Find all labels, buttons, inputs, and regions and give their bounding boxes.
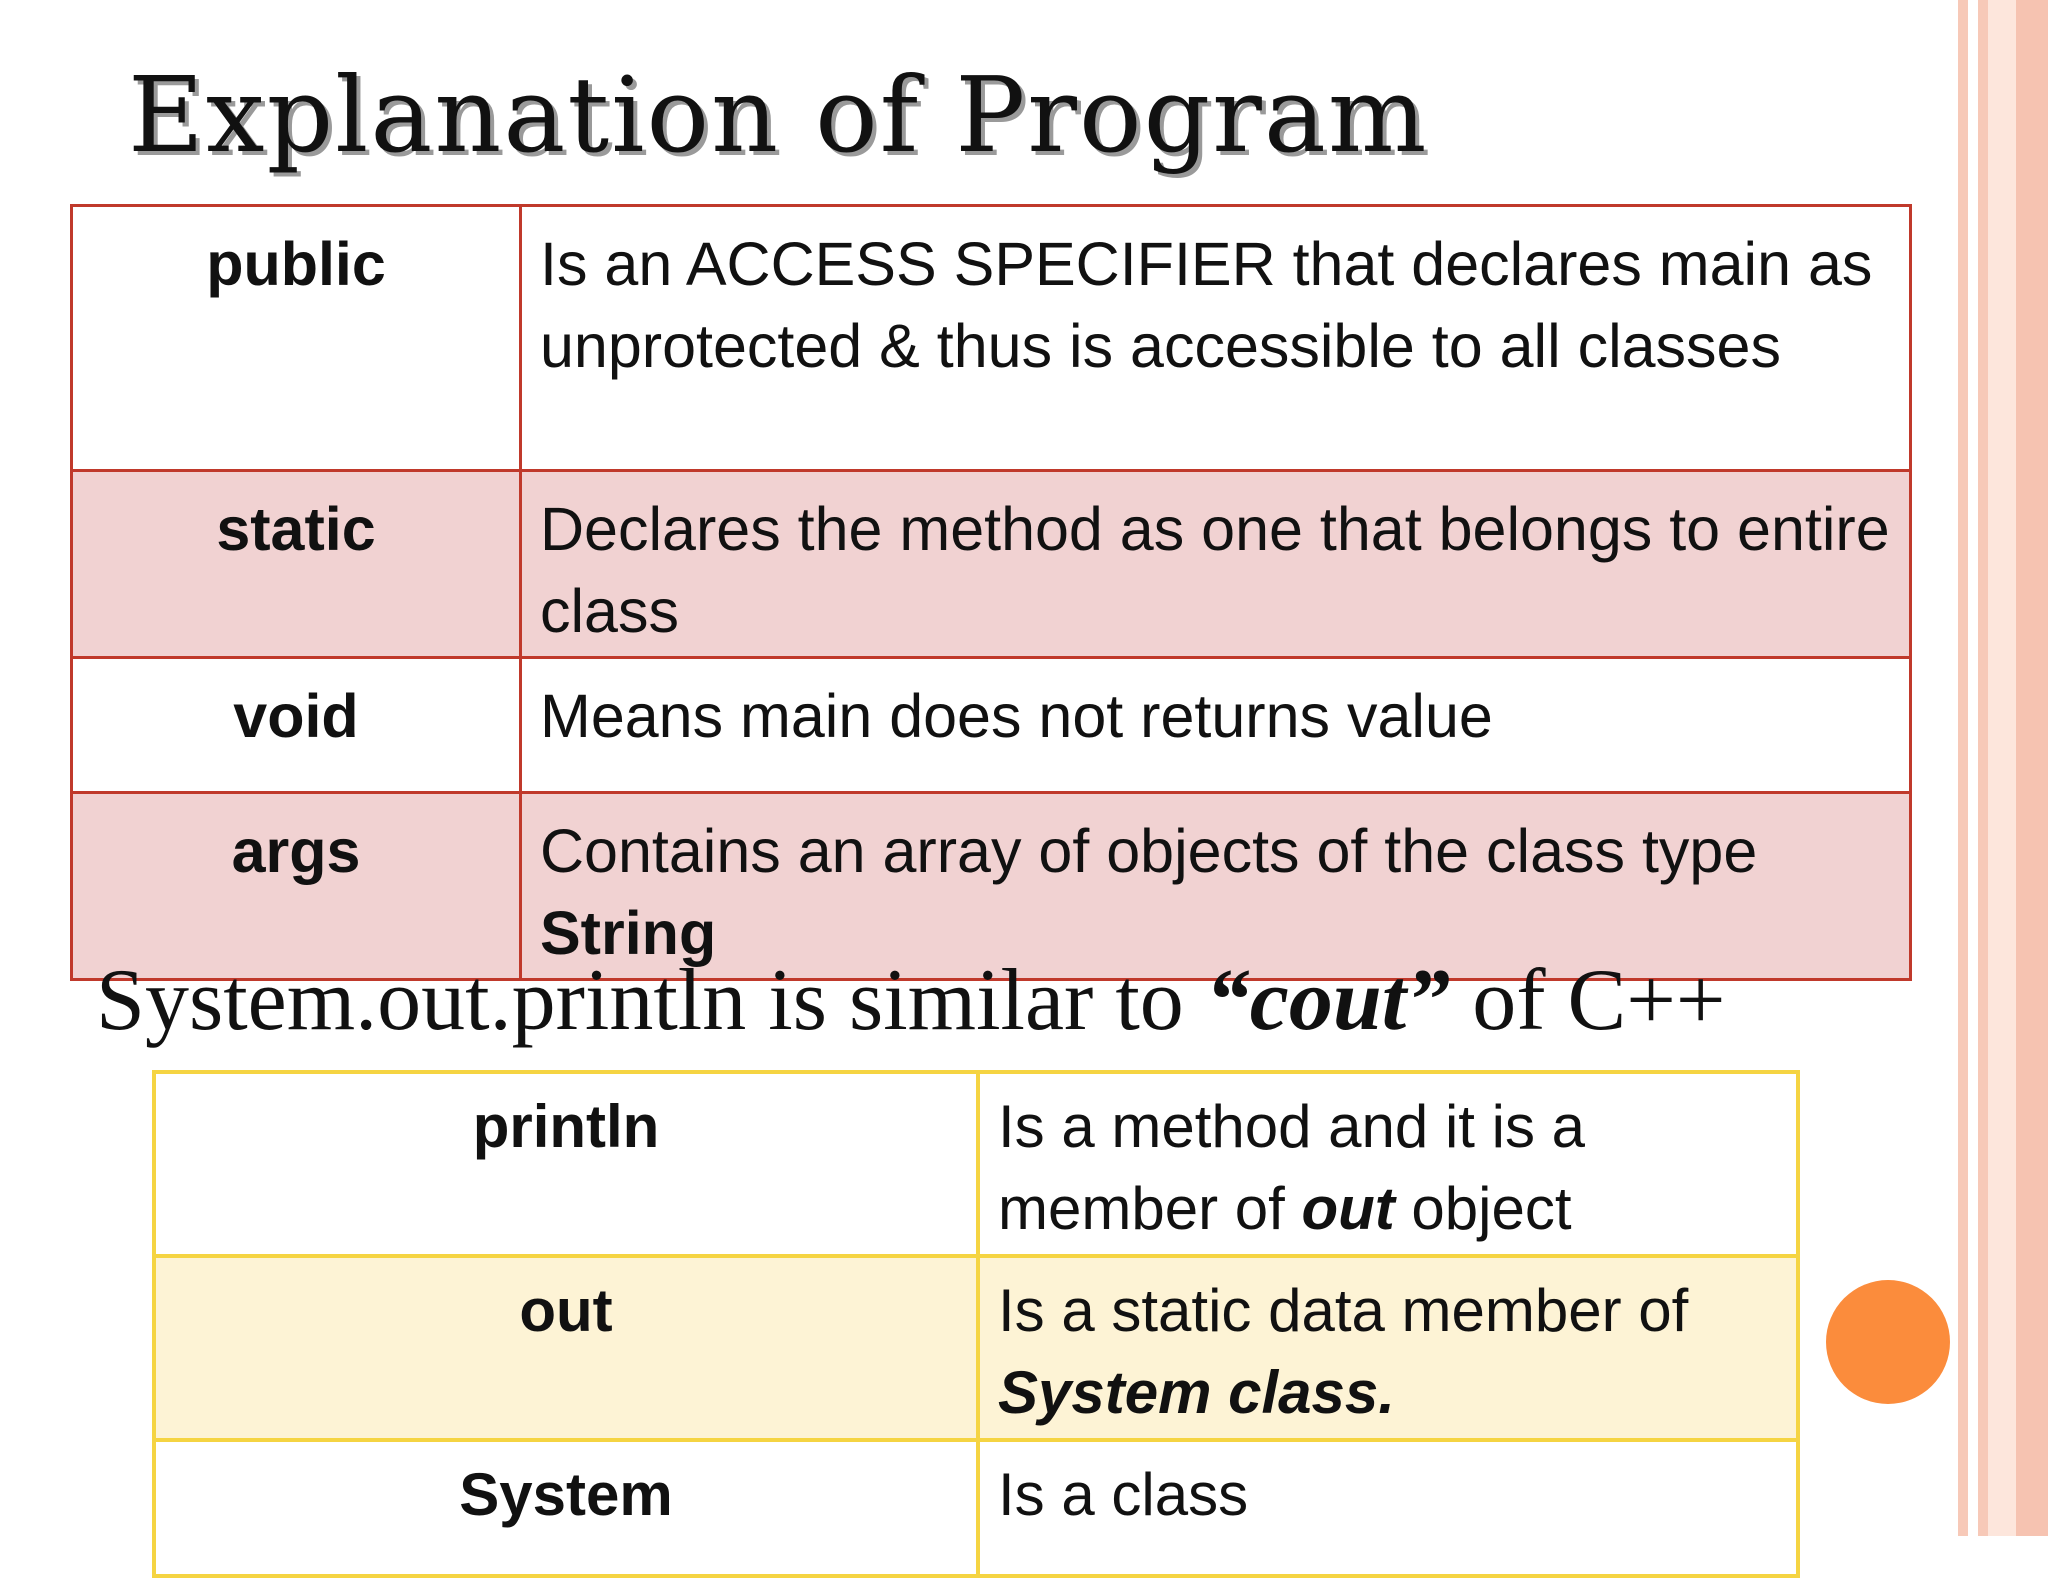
term-cell: System bbox=[154, 1440, 978, 1576]
decorative-circle bbox=[1826, 1280, 1950, 1404]
keyword-table bbox=[70, 204, 1912, 981]
comparison-emphasis: “cout” bbox=[1205, 952, 1451, 1049]
table-row bbox=[72, 658, 1911, 793]
description-cell: Is a class bbox=[978, 1440, 1798, 1576]
term-cell: out bbox=[154, 1256, 978, 1440]
side-stripe bbox=[1988, 0, 2016, 1536]
table-row bbox=[154, 1256, 1798, 1440]
comparison-suffix: of C++ bbox=[1450, 952, 1726, 1049]
description-cell: Declares the method as one that belongs to entire class bbox=[521, 471, 1911, 658]
description-cell: Is an ACCESS SPECIFIER that declares main as unprotected & thus is accessible to all classes bbox=[521, 206, 1911, 471]
description-emphasis: String bbox=[540, 899, 717, 967]
term-cell: public bbox=[72, 206, 521, 471]
description-cell: Means main does not returns value bbox=[521, 658, 1911, 793]
term-cell: static bbox=[72, 471, 521, 658]
table-row bbox=[154, 1072, 1798, 1256]
term-cell: void bbox=[72, 658, 521, 793]
comparison-line bbox=[96, 950, 1726, 1051]
side-stripe bbox=[1968, 0, 1978, 1536]
side-stripe bbox=[1978, 0, 1988, 1536]
description-emphasis: out bbox=[1301, 1175, 1395, 1242]
println-table bbox=[152, 1070, 1800, 1578]
description-text: Is a method and it is a member of bbox=[998, 1093, 1585, 1242]
slide-title: Explanation of Program bbox=[128, 54, 1429, 176]
side-stripe bbox=[1958, 0, 1968, 1536]
side-stripe bbox=[2016, 0, 2048, 1536]
table-row bbox=[72, 206, 1911, 471]
table-row bbox=[72, 471, 1911, 658]
comparison-text: System.out.println is similar to bbox=[96, 952, 1206, 1049]
description-cell bbox=[978, 1256, 1798, 1440]
description-text: Contains an array of objects of the class type bbox=[540, 817, 1758, 885]
table-row bbox=[154, 1440, 1798, 1576]
description-emphasis: System class. bbox=[998, 1359, 1395, 1426]
term-cell: args bbox=[72, 793, 521, 980]
term-cell: println bbox=[154, 1072, 978, 1256]
description-text: Is a static data member of bbox=[998, 1277, 1689, 1344]
description-suffix: object bbox=[1394, 1175, 1572, 1242]
description-cell bbox=[978, 1072, 1798, 1256]
